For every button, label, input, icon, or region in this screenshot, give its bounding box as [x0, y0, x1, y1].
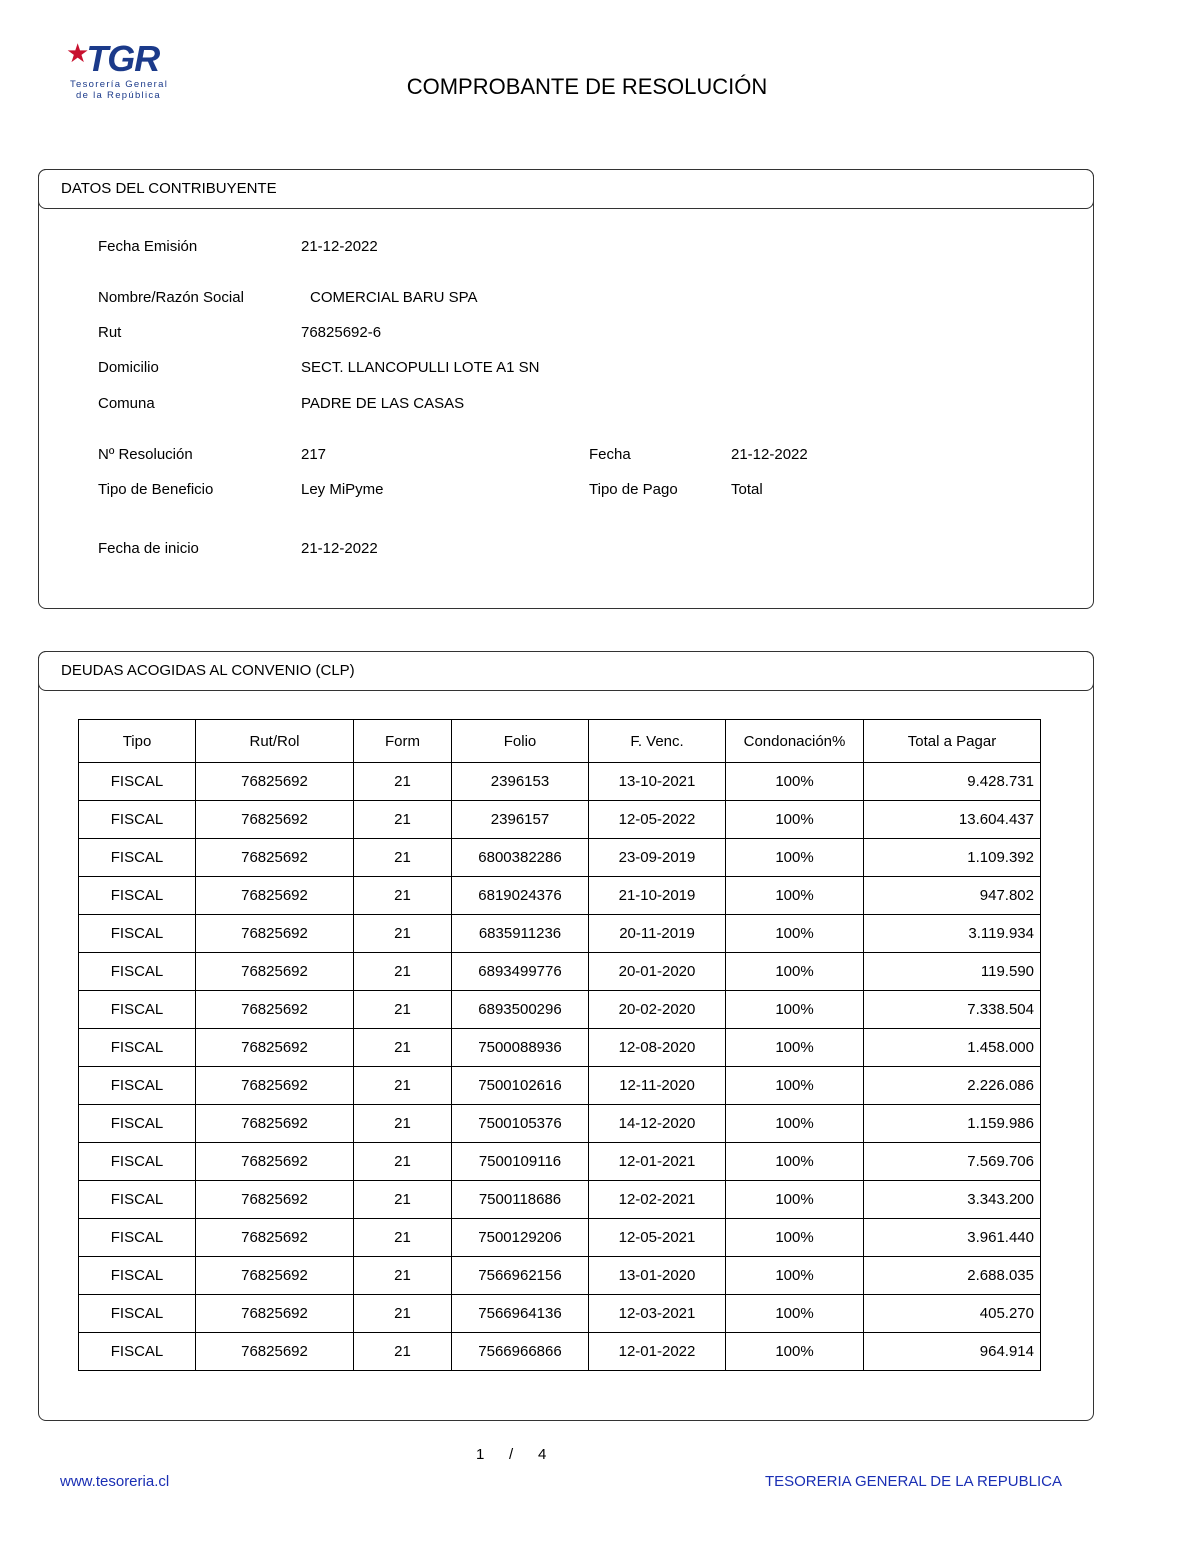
- table-cell: 7500109116: [452, 1143, 589, 1181]
- table-cell: 76825692: [196, 953, 354, 991]
- page-current: 1: [476, 1446, 485, 1463]
- table-cell: 6835911236: [452, 915, 589, 953]
- table-cell: 100%: [726, 1067, 864, 1105]
- tipo-pago-label: Tipo de Pago: [589, 481, 678, 498]
- table-row: [79, 877, 1041, 915]
- table-row: [79, 991, 1041, 1029]
- tipo-beneficio-label: Tipo de Beneficio: [98, 481, 214, 498]
- table-row: [79, 801, 1041, 839]
- table-cell: 76825692: [196, 991, 354, 1029]
- table-cell: 7500129206: [452, 1219, 589, 1257]
- table-cell: 20-01-2020: [589, 953, 726, 991]
- table-cell: FISCAL: [79, 1029, 196, 1067]
- table-row: [79, 1143, 1041, 1181]
- table-row: [79, 1181, 1041, 1219]
- table-cell: 76825692: [196, 1257, 354, 1295]
- table-row: [79, 953, 1041, 991]
- fecha-label: Fecha: [589, 446, 631, 463]
- table-cell: 1.159.986: [864, 1105, 1041, 1143]
- table-cell: 76825692: [196, 1219, 354, 1257]
- table-cell: FISCAL: [79, 1181, 196, 1219]
- deudas-section: [38, 651, 1094, 1421]
- table-cell: 76825692: [196, 1181, 354, 1219]
- nombre-value: COMERCIAL BARU SPA: [310, 289, 478, 306]
- logo-subtitle-2: de la República: [76, 90, 161, 101]
- table-cell: 100%: [726, 1105, 864, 1143]
- table-cell: 7500088936: [452, 1029, 589, 1067]
- fecha-inicio-value: 21-12-2022: [301, 540, 378, 557]
- table-cell: 13-01-2020: [589, 1257, 726, 1295]
- table-cell: 21: [354, 915, 452, 953]
- table-cell: 76825692: [196, 801, 354, 839]
- table-cell: 100%: [726, 877, 864, 915]
- deudas-table: [78, 719, 1041, 1371]
- table-cell: 76825692: [196, 877, 354, 915]
- deudas-header: DEUDAS ACOGIDAS AL CONVENIO (CLP): [38, 651, 1094, 691]
- table-cell: 12-01-2021: [589, 1143, 726, 1181]
- table-cell: 100%: [726, 991, 864, 1029]
- col-header: Rut/Rol: [196, 720, 354, 763]
- page-title: COMPROBANTE DE RESOLUCIÓN: [406, 74, 768, 99]
- logo-subtitle-1: Tesorería General: [70, 79, 169, 90]
- table-cell: 2396157: [452, 801, 589, 839]
- fecha-value: 21-12-2022: [731, 446, 808, 463]
- tipo-pago-value: Total: [731, 481, 763, 498]
- resolucion-value: 217: [301, 446, 327, 463]
- table-cell: 100%: [726, 1295, 864, 1333]
- table-cell: 947.802: [864, 877, 1041, 915]
- table-cell: 76825692: [196, 1029, 354, 1067]
- star-icon: ★: [66, 38, 89, 68]
- table-row: [79, 1333, 1041, 1371]
- footer-url-link[interactable]: www.tesoreria.cl: [60, 1473, 170, 1490]
- table-cell: 20-11-2019: [589, 915, 726, 953]
- table-cell: 13-10-2021: [589, 763, 726, 801]
- fecha-emision-label: Fecha Emisión: [98, 238, 198, 255]
- table-cell: 6819024376: [452, 877, 589, 915]
- table-cell: 964.914: [864, 1333, 1041, 1371]
- table-cell: FISCAL: [79, 801, 196, 839]
- table-row: [79, 1295, 1041, 1333]
- table-cell: FISCAL: [79, 763, 196, 801]
- table-cell: 7.338.504: [864, 991, 1041, 1029]
- table-cell: 100%: [726, 1219, 864, 1257]
- table-cell: FISCAL: [79, 953, 196, 991]
- table-row: [79, 1067, 1041, 1105]
- table-row: [79, 1029, 1041, 1067]
- table-cell: 7566964136: [452, 1295, 589, 1333]
- table-cell: 12-05-2022: [589, 801, 726, 839]
- table-cell: 7566962156: [452, 1257, 589, 1295]
- table-cell: 1.109.392: [864, 839, 1041, 877]
- page-total: 4: [538, 1446, 547, 1463]
- footer-org: TESORERIA GENERAL DE LA REPUBLICA: [764, 1473, 1062, 1490]
- col-header: Form: [354, 720, 452, 763]
- fecha-emision-value: 21-12-2022: [301, 238, 378, 255]
- table-cell: 21: [354, 1257, 452, 1295]
- table-cell: 21: [354, 839, 452, 877]
- table-row: [79, 763, 1041, 801]
- table-cell: FISCAL: [79, 991, 196, 1029]
- table-cell: 21: [354, 1029, 452, 1067]
- table-cell: 20-02-2020: [589, 991, 726, 1029]
- table-cell: 21: [354, 1143, 452, 1181]
- col-header: Total a Pagar: [864, 720, 1041, 763]
- table-cell: 405.270: [864, 1295, 1041, 1333]
- table-cell: 100%: [726, 1181, 864, 1219]
- table-cell: 9.428.731: [864, 763, 1041, 801]
- table-cell: 2.226.086: [864, 1067, 1041, 1105]
- table-cell: 2.688.035: [864, 1257, 1041, 1295]
- table-cell: FISCAL: [79, 915, 196, 953]
- table-cell: 12-11-2020: [589, 1067, 726, 1105]
- domicilio-label: Domicilio: [98, 359, 159, 376]
- table-cell: 100%: [726, 839, 864, 877]
- page-separator: /: [509, 1446, 514, 1463]
- table-cell: 12-01-2022: [589, 1333, 726, 1371]
- table-cell: 100%: [726, 1029, 864, 1067]
- comuna-value: PADRE DE LAS CASAS: [301, 395, 465, 412]
- table-cell: 21: [354, 1105, 452, 1143]
- table-cell: 12-08-2020: [589, 1029, 726, 1067]
- table-cell: 23-09-2019: [589, 839, 726, 877]
- contribuyente-header: DATOS DEL CONTRIBUYENTE: [38, 169, 1094, 209]
- table-cell: 2396153: [452, 763, 589, 801]
- table-cell: FISCAL: [79, 1067, 196, 1105]
- table-cell: 6893499776: [452, 953, 589, 991]
- table-cell: 100%: [726, 915, 864, 953]
- table-cell: FISCAL: [79, 1143, 196, 1181]
- table-row: [79, 1219, 1041, 1257]
- col-header: Folio: [452, 720, 589, 763]
- table-cell: 6800382286: [452, 839, 589, 877]
- rut-value: 76825692-6: [301, 324, 382, 341]
- table-cell: 21: [354, 877, 452, 915]
- tipo-beneficio-value: Ley MiPyme: [301, 481, 384, 498]
- table-cell: 76825692: [196, 915, 354, 953]
- table-cell: 76825692: [196, 1067, 354, 1105]
- table-cell: 1.458.000: [864, 1029, 1041, 1067]
- table-cell: 21: [354, 1181, 452, 1219]
- table-cell: FISCAL: [79, 1333, 196, 1371]
- table-cell: 119.590: [864, 953, 1041, 991]
- fecha-inicio-label: Fecha de inicio: [98, 540, 199, 557]
- table-cell: 3.119.934: [864, 915, 1041, 953]
- table-cell: FISCAL: [79, 1105, 196, 1143]
- table-cell: 7566966866: [452, 1333, 589, 1371]
- logo-wordmark: ★TGR: [66, 38, 160, 79]
- table-cell: 21: [354, 991, 452, 1029]
- table-cell: 21: [354, 801, 452, 839]
- table-cell: 100%: [726, 1333, 864, 1371]
- table-cell: 21: [354, 953, 452, 991]
- table-cell: 7500105376: [452, 1105, 589, 1143]
- table-cell: 14-12-2020: [589, 1105, 726, 1143]
- table-cell: 100%: [726, 1257, 864, 1295]
- domicilio-value: SECT. LLANCOPULLI LOTE A1 SN: [301, 359, 540, 376]
- table-cell: 100%: [726, 763, 864, 801]
- table-cell: 76825692: [196, 1333, 354, 1371]
- table-cell: 100%: [726, 801, 864, 839]
- table-cell: 21: [354, 1067, 452, 1105]
- col-header: Condonación%: [726, 720, 864, 763]
- col-header: Tipo: [79, 720, 196, 763]
- table-row: [79, 1257, 1041, 1295]
- table-row: [79, 839, 1041, 877]
- table-cell: 21: [354, 1333, 452, 1371]
- table-cell: 12-05-2021: [589, 1219, 726, 1257]
- table-cell: 7500102616: [452, 1067, 589, 1105]
- contribuyente-section: [38, 169, 1094, 609]
- table-cell: 3.961.440: [864, 1219, 1041, 1257]
- table-cell: 12-03-2021: [589, 1295, 726, 1333]
- table-cell: FISCAL: [79, 1295, 196, 1333]
- col-header: F. Venc.: [589, 720, 726, 763]
- table-cell: FISCAL: [79, 1219, 196, 1257]
- table-cell: 3.343.200: [864, 1181, 1041, 1219]
- table-cell: 76825692: [196, 839, 354, 877]
- table-cell: 76825692: [196, 1143, 354, 1181]
- table-cell: 76825692: [196, 763, 354, 801]
- table-cell: 21: [354, 1295, 452, 1333]
- table-header-row: [79, 720, 1041, 763]
- table-cell: 21: [354, 1219, 452, 1257]
- table-cell: 12-02-2021: [589, 1181, 726, 1219]
- table-cell: FISCAL: [79, 1257, 196, 1295]
- table-cell: 21-10-2019: [589, 877, 726, 915]
- rut-label: Rut: [98, 324, 122, 341]
- table-cell: 13.604.437: [864, 801, 1041, 839]
- table-cell: 6893500296: [452, 991, 589, 1029]
- table-row: [79, 1105, 1041, 1143]
- table-cell: FISCAL: [79, 839, 196, 877]
- table-cell: 76825692: [196, 1105, 354, 1143]
- table-cell: 100%: [726, 1143, 864, 1181]
- table-cell: 100%: [726, 953, 864, 991]
- table-row: [79, 915, 1041, 953]
- nombre-label: Nombre/Razón Social: [98, 289, 244, 306]
- comuna-label: Comuna: [98, 395, 155, 412]
- table-cell: FISCAL: [79, 877, 196, 915]
- table-cell: 7500118686: [452, 1181, 589, 1219]
- resolucion-label: Nº Resolución: [98, 446, 193, 463]
- table-cell: 76825692: [196, 1295, 354, 1333]
- table-cell: 7.569.706: [864, 1143, 1041, 1181]
- table-cell: 21: [354, 763, 452, 801]
